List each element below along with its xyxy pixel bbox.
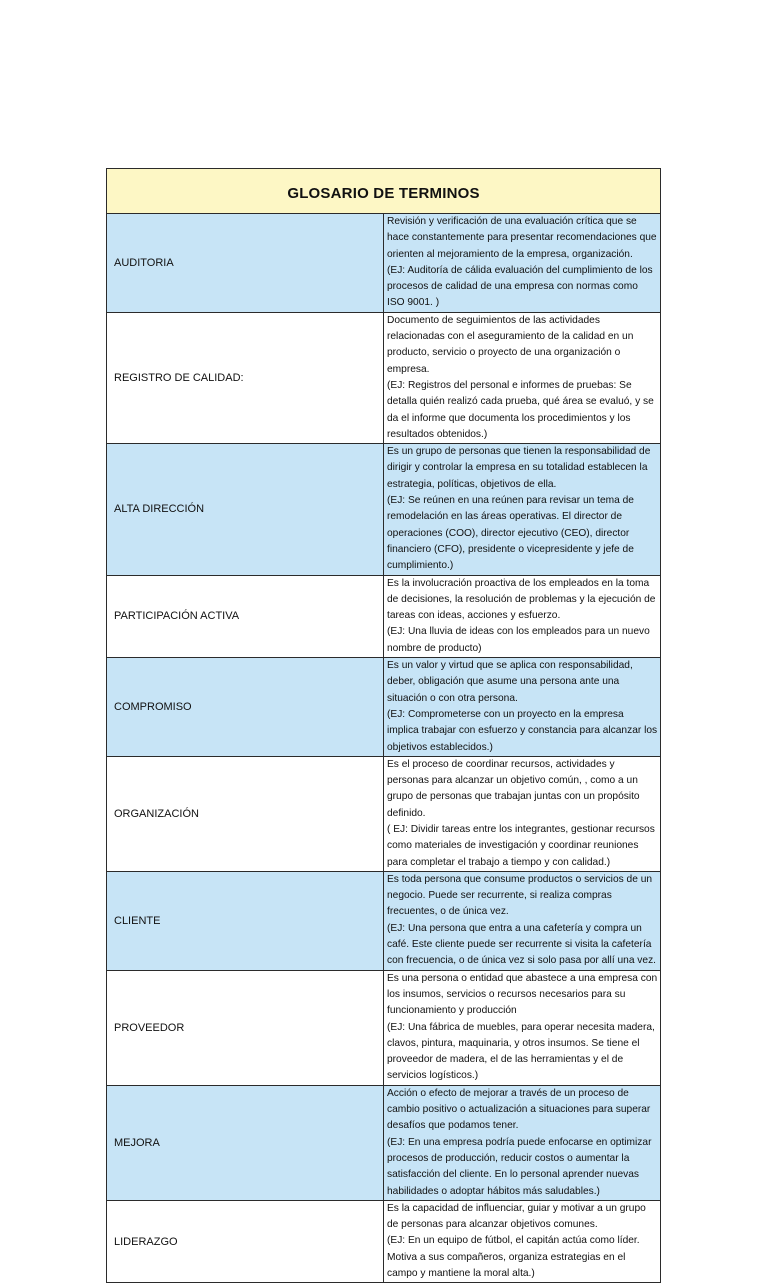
term-cell: ALTA DIRECCIÓN <box>107 444 384 575</box>
definition-cell: Documento de seguimientos de las actividades relacionadas con el aseguramiento de la calidad en un producto, servicio o proyecto de una organización o empresa. (EJ: Registros del personal e informes de pruebas: Se detalla quién realizó cada prueba, qué área se evaluó, y se da el informe que documenta los procedimientos y los resultados obtenidos.) <box>384 312 661 443</box>
term-cell: LIDERAZGO <box>107 1200 384 1282</box>
table-row <box>107 658 661 757</box>
title-cell <box>107 169 661 214</box>
term-cell: ORGANIZACIÓN <box>107 756 384 871</box>
table-row <box>107 1200 661 1282</box>
table-row <box>107 871 661 970</box>
term-cell: COMPROMISO <box>107 658 384 757</box>
table-row <box>107 970 661 1085</box>
definition-cell: Es la involucración proactiva de los empleados en la toma de decisiones, la resolución de problemas y la ejecución de tareas con ideas, acciones y esfuerzo. (EJ: Una lluvia de ideas con los empleados para un nuevo nombre de producto) <box>384 575 661 657</box>
table-row <box>107 312 661 443</box>
definition-cell: Es un grupo de personas que tienen la responsabilidad de dirigir y controlar la empresa en su totalidad establecen la estrategia, políticas, objetivos de ella. (EJ: Se reúnen en una reúnen para revisar un tema de remodelación en las áreas operativas. El director de operaciones (COO), director ejecutivo (CEO), director financiero (CFO), presidente o vicepresidente y jefe de cumplimiento.) <box>384 444 661 575</box>
table-row <box>107 444 661 575</box>
definition-cell: Es un valor y virtud que se aplica con responsabilidad, deber, obligación que asume una persona ante una situación o con otra persona. (EJ: Comprometerse con un proyecto en la empresa implica trabajar con esfuerzo y constancia para alcanzar los objetivos establecidos.) <box>384 658 661 757</box>
table-title-row <box>107 169 661 214</box>
table-row <box>107 1085 661 1200</box>
definition-cell: Es la capacidad de influenciar, guiar y motivar a un grupo de personas para alcanzar objetivos comunes. (EJ: En un equipo de fútbol, el capitán actúa como líder. Motiva a sus compañeros, organiza estrategias en el campo y mantiene la moral alta.) <box>384 1200 661 1282</box>
glossary-title: GLOSARIO DE TERMINOS <box>287 185 480 202</box>
term-cell: MEJORA <box>107 1085 384 1200</box>
table-row <box>107 575 661 657</box>
term-cell: CLIENTE <box>107 871 384 970</box>
glossary-table <box>106 168 661 1283</box>
definition-cell: Es el proceso de coordinar recursos, actividades y personas para alcanzar un objetivo común, , como a un grupo de personas que trabajan juntas con un propósito definido. ( EJ: Dividir tareas entre los integrantes, gestionar recursos como materiales de investigación y coordinar reuniones para completar el trabajo a tiempo y con calidad.) <box>384 756 661 871</box>
term-cell: PARTICIPACIÓN ACTIVA <box>107 575 384 657</box>
term-cell: AUDITORIA <box>107 214 384 313</box>
table-row <box>107 214 661 313</box>
term-cell: REGISTRO DE CALIDAD: <box>107 312 384 443</box>
definition-cell: Es toda persona que consume productos o servicios de un negocio. Puede ser recurrente, si realiza compras frecuentes, o de única vez. (EJ: Una persona que entra a una cafetería y compra un café. Este cliente puede ser recurrente si visita la cafetería con frecuencia, o de única vez si solo pasa por allí una vez. <box>384 871 661 970</box>
definition-cell: Acción o efecto de mejorar a través de un proceso de cambio positivo o actualización a situaciones para superar desafíos que podamos tener. (EJ: En una empresa podría puede enfocarse en optimizar procesos de producción, reducir costos o aumentar la satisfacción del cliente. En lo personal aprender nuevas habilidades o adoptar hábitos más saludables.) <box>384 1085 661 1200</box>
definition-cell: Es una persona o entidad que abastece a una empresa con los insumos, servicios o recursos necesarios para su funcionamiento y producción (EJ: Una fábrica de muebles, para operar necesita madera, clavos, pintura, maquinaria, y otros insumos. Se tiene el proveedor de madera, el de las herramientas y el de servicios logísticos.) <box>384 970 661 1085</box>
table-row <box>107 756 661 871</box>
definition-cell: Revisión y verificación de una evaluación crítica que se hace constantemente para presentar recomendaciones que orienten al mejoramiento de la empresa, organización. (EJ: Auditoría de cálida evaluación del cumplimiento de los procesos de calidad de una empresa con normas como ISO 9001. ) <box>384 214 661 313</box>
term-cell: PROVEEDOR <box>107 970 384 1085</box>
